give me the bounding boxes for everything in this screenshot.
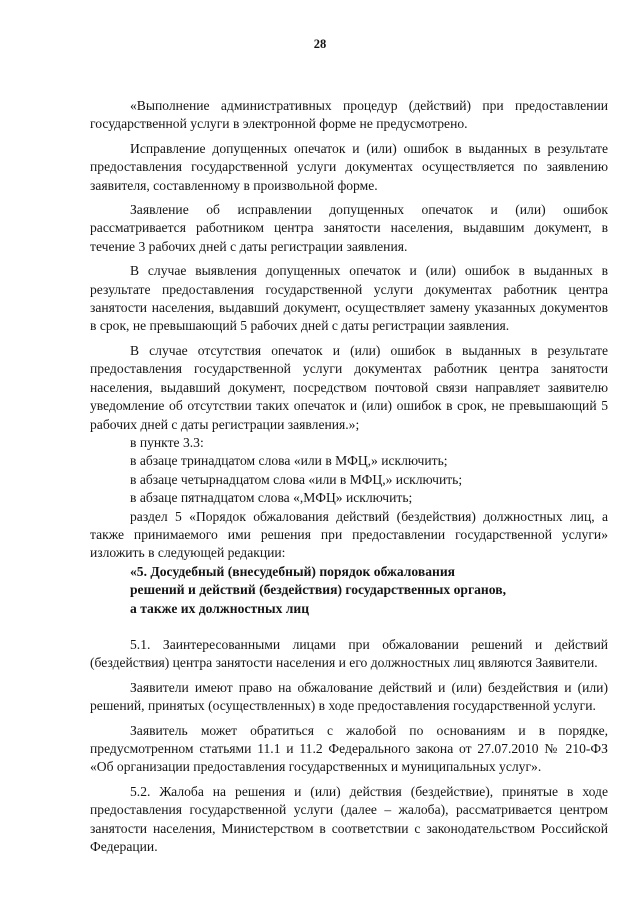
paragraph-amend-13: в абзаце тринадцатом слова «или в МФЦ,» исключить; (130, 453, 448, 469)
paragraph-5-1: 5.1. Заинтересованными лицами при обжаловании решений и действий (бездействия) центра занятости населения и его должностных лиц являются Заявители. (90, 636, 608, 671)
paragraph-5-2: 5.2. Жалоба на решения и (или) действия (бездействие), принятые в ходе предоставления государственной услуги (далее – жалоба), рассматривается центром занятости населения, Министерством в соответствии с законодательством Российской Федерации. (90, 783, 608, 855)
paragraph-section-5-intro: раздел 5 «Порядок обжалования действий (бездействия) должностных лиц, а также принимаемого ими решения при предоставлении государственной услуги» изложить в следующей редакции: (90, 508, 608, 561)
paragraph-correction-review: Заявление об исправлении допущенных опечаток и (или) ошибок рассматривается работником центра занятости населения, выдавшим документ, в течение 3 рабочих дней с даты регистрации заявления. (90, 202, 608, 254)
paragraph-clause-3-3: в пункте 3.3: (130, 434, 204, 450)
paragraph-errors-absent: В случае отсутствия опечаток и (или) ошибок в выданных в результате предоставления государственной услуги документах работник центра занятости населения, выдавший документ, посредством почтовой связи направляет заявителю уведомление об отсутствии таких опечаток и (или) ошибок в срок, не превышающий 5 рабочих дней с даты регистрации заявления.»; (90, 342, 608, 432)
paragraph-appeal-grounds: Заявитель может обратиться с жалобой по основаниям и в порядке, предусмотренном статьями 11.1 и 11.2 Федерального закона от 27.07.2010 № 210-ФЗ «Об организации предоставления государственных и муниципальных услуг». (90, 722, 608, 775)
section-heading-line-3: а также их должностных лиц (130, 600, 310, 616)
paragraph-appeal-right: Заявители имеют право на обжалование действий и (или) бездействия и (или) решений, принятых (осуществленных) в ходе предоставления государственной услуги. (90, 679, 608, 714)
paragraph-amend-15: в абзаце пятнадцатом слова «,МФЦ» исключить; (130, 490, 413, 506)
section-heading-line-1: «5. Досудебный (внесудебный) порядок обжалования (130, 563, 456, 579)
section-heading (90, 563, 608, 618)
document-body (90, 97, 608, 856)
paragraph-electronic-form: «Выполнение административных процедур (действий) при предоставлении государственной услуги в электронной форме не предусмотрено. (90, 98, 608, 132)
paragraph-correction-request: Исправление допущенных опечаток и (или) ошибок в выданных в результате предоставления государственной услуги документах осуществляется по заявлению заявителя, составленному в произвольной форме. (90, 140, 608, 193)
section-heading-line-2: решений и действий (бездействия) государственных органов, (130, 582, 506, 598)
page-number: 28 (313, 37, 327, 51)
paragraph-errors-found: В случае выявления допущенных опечаток и (или) ошибок в выданных в результате предоставления государственной услуги документах работник центра занятости населения, выдавший документ, осуществляет замену указанных документов в срок, не превышающий 5 рабочих дней с даты регистрации заявления. (90, 263, 608, 334)
paragraph-amend-14: в абзаце четырнадцатом слова «или в МФЦ,» исключить; (130, 471, 463, 487)
